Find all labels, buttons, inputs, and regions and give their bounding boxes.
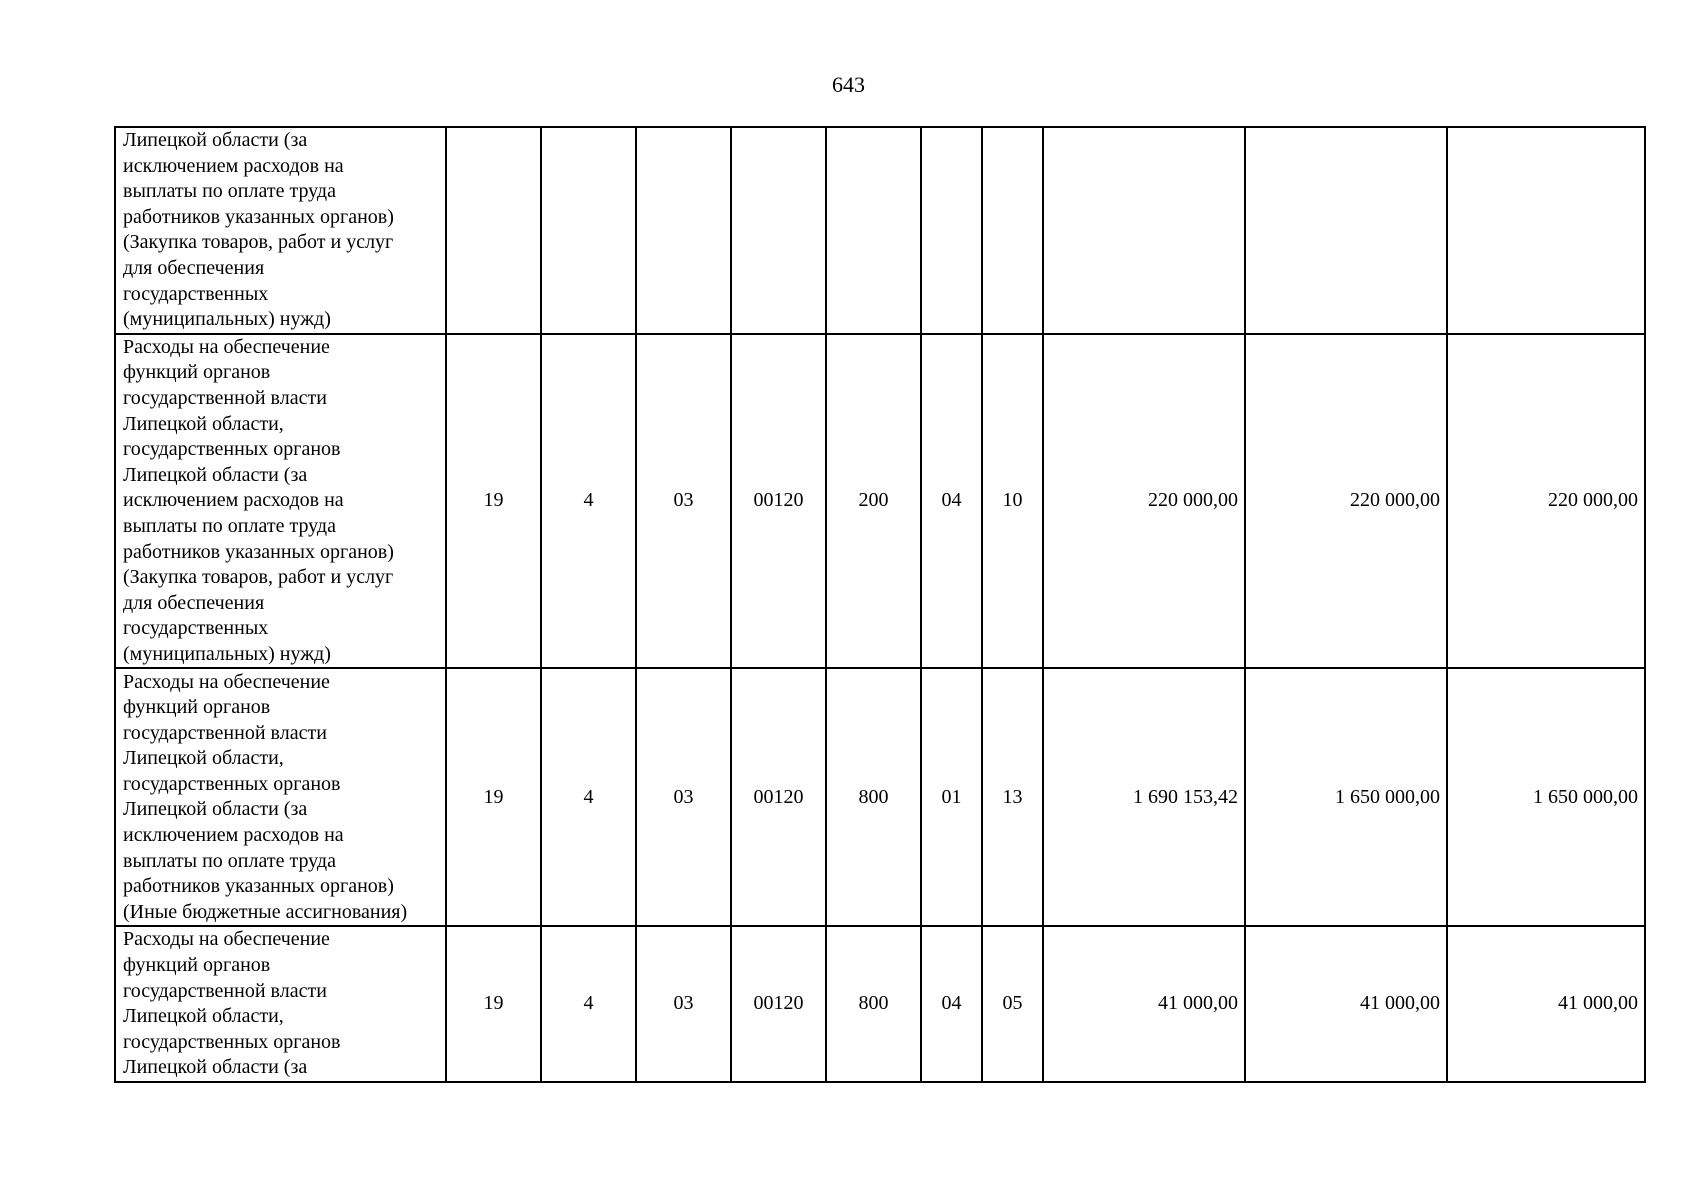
code-cell: 01 bbox=[921, 668, 982, 926]
row-description: Расходы на обеспечение функций органов государственной власти Липецкой области, государственных органов Липецкой области (за bbox=[115, 926, 446, 1082]
code-cell: 200 bbox=[826, 334, 921, 669]
amount-cell: 41 000,00 bbox=[1447, 926, 1645, 1082]
code-cell: 04 bbox=[921, 334, 982, 669]
code-cell: 19 bbox=[446, 668, 541, 926]
code-cell: 04 bbox=[921, 926, 982, 1082]
code-cell bbox=[636, 127, 731, 334]
row-description: Липецкой области (за исключением расходов на выплаты по оплате труда работников указанных органов) (Закупка товаров, работ и услуг для обеспечения государственных (муниципальных) нужд) bbox=[115, 127, 446, 334]
code-cell bbox=[446, 127, 541, 334]
code-cell: 03 bbox=[636, 926, 731, 1082]
amount-cell bbox=[1043, 127, 1245, 334]
code-cell bbox=[541, 127, 636, 334]
page-number: 643 bbox=[832, 72, 865, 97]
table-row bbox=[115, 668, 1645, 926]
code-cell: 03 bbox=[636, 334, 731, 669]
code-cell: 4 bbox=[541, 334, 636, 669]
code-cell: 03 bbox=[636, 668, 731, 926]
amount-cell: 220 000,00 bbox=[1043, 334, 1245, 669]
code-cell: 05 bbox=[982, 926, 1043, 1082]
amount-cell bbox=[1245, 127, 1447, 334]
amount-cell: 1 690 153,42 bbox=[1043, 668, 1245, 926]
code-cell bbox=[826, 127, 921, 334]
code-cell: 800 bbox=[826, 668, 921, 926]
amount-cell: 1 650 000,00 bbox=[1245, 668, 1447, 926]
table-row bbox=[115, 127, 1645, 334]
code-cell bbox=[982, 127, 1043, 334]
code-cell: 00120 bbox=[731, 926, 826, 1082]
amount-cell: 41 000,00 bbox=[1043, 926, 1245, 1082]
amount-cell: 41 000,00 bbox=[1245, 926, 1447, 1082]
table-row bbox=[115, 334, 1645, 669]
row-description: Расходы на обеспечение функций органов государственной власти Липецкой области, государственных органов Липецкой области (за исключением расходов на выплаты по оплате труда работников указанных органов) (Закупка товаров, работ и услуг для обеспечения государственных (муниципальных) нужд) bbox=[115, 334, 446, 669]
row-description: Расходы на обеспечение функций органов государственной власти Липецкой области, государственных органов Липецкой области (за исключением расходов на выплаты по оплате труда работников указанных органов) (Иные бюджетные ассигнования) bbox=[115, 668, 446, 926]
code-cell: 00120 bbox=[731, 334, 826, 669]
code-cell: 800 bbox=[826, 926, 921, 1082]
code-cell: 4 bbox=[541, 668, 636, 926]
table-row bbox=[115, 926, 1645, 1082]
code-cell: 13 bbox=[982, 668, 1043, 926]
code-cell: 00120 bbox=[731, 668, 826, 926]
amount-cell bbox=[1447, 127, 1645, 334]
code-cell bbox=[921, 127, 982, 334]
amount-cell: 220 000,00 bbox=[1245, 334, 1447, 669]
amount-cell: 1 650 000,00 bbox=[1447, 668, 1645, 926]
code-cell: 4 bbox=[541, 926, 636, 1082]
code-cell: 19 bbox=[446, 334, 541, 669]
budget-table bbox=[114, 126, 1646, 1083]
amount-cell: 220 000,00 bbox=[1447, 334, 1645, 669]
code-cell: 19 bbox=[446, 926, 541, 1082]
code-cell bbox=[731, 127, 826, 334]
code-cell: 10 bbox=[982, 334, 1043, 669]
